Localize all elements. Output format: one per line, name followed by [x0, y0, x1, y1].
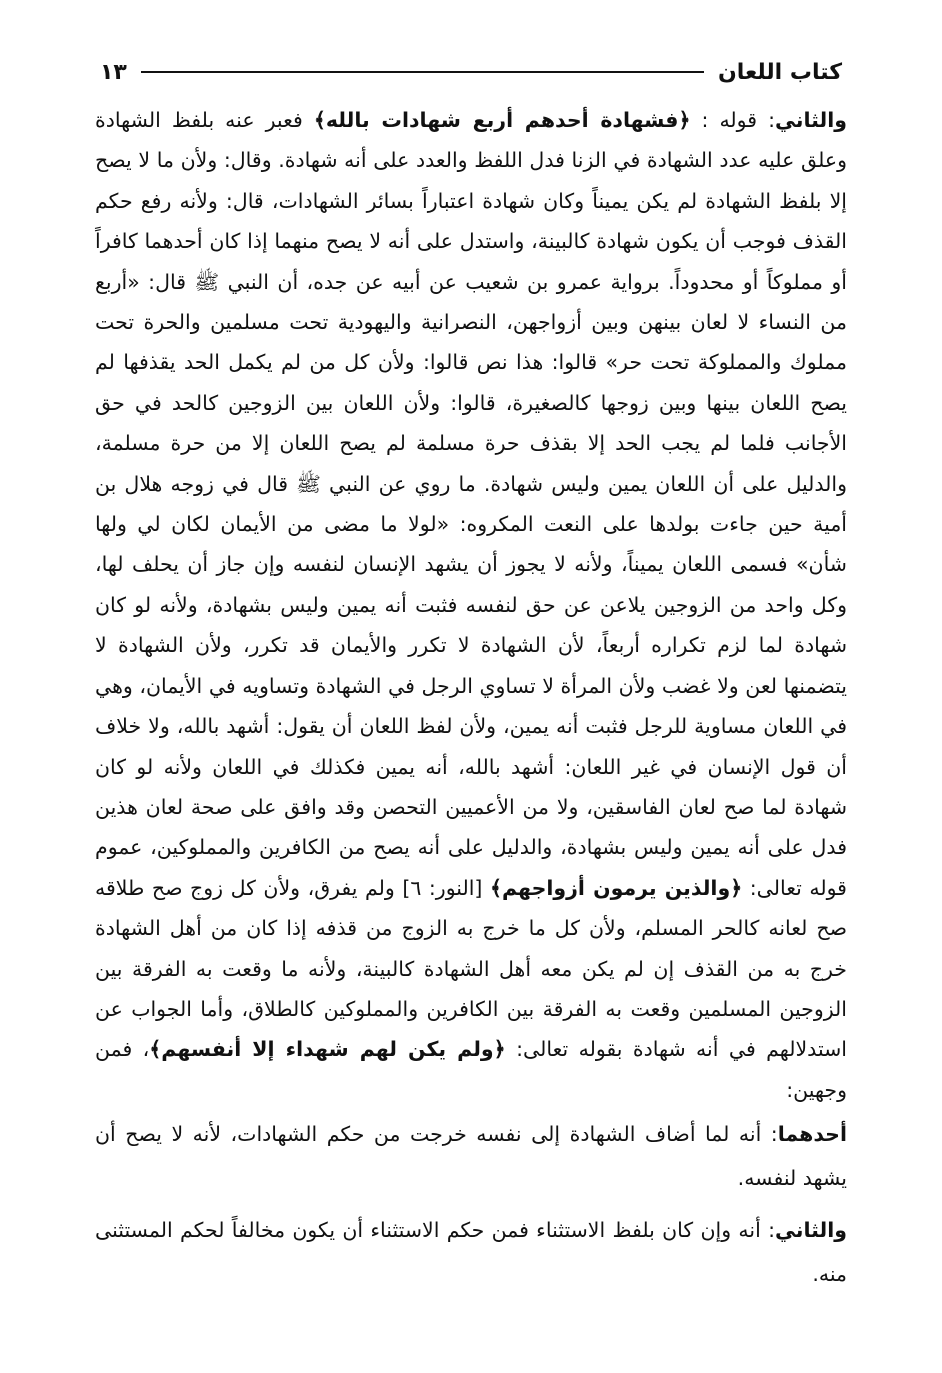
quran-quote: ﴿فشهادة أحدهم أربع شهادات بالله﴾ — [313, 108, 691, 132]
main-text — [95, 100, 847, 1110]
paragraph-text: ، فمن وجهين: — [95, 1037, 847, 1102]
paragraph-text: : أنه لما أضاف الشهادة إلى نفسه خرجت من حكم الشهادات، لأنه لا يصح أن يشهد لنفسه. — [95, 1122, 847, 1190]
paragraph-lead: والثاني — [775, 1218, 847, 1242]
quran-quote: ﴿ولم يكن لهم شهداء إلا أنفسهم﴾ — [149, 1037, 506, 1062]
header-rule — [141, 71, 704, 73]
paragraph-1 — [95, 100, 847, 1110]
answer-section — [95, 1112, 847, 1304]
paragraph-text: [النور: ٦] ولم يفرق، ولأن كل زوج صح طلاقه صح لعانه كالحر المسلم، ولأن كل ما خرج به الزوج من قذفه إذا كان من أهل الشهادة خرج به من القذف إن لم يكن معه أهل الشهادة كالبينة، ولأنه ما وقعت به الفرقة بين الزوجين المسلمين وقعت به الفرقة بين الكافرين والمملوكين كالطلاق، وأما الجواب عن استدلالهم في أنه شهادة بقوله تعالى: — [95, 875, 848, 1062]
paragraph-text: : أنه وإن كان بلفظ الاستثناء فمن حكم الاستثناء أن يكون مخالفاً لحكم المستثنى منه. — [95, 1218, 847, 1286]
quran-quote: ﴿والذين يرمون أزواجهم﴾ — [489, 875, 743, 900]
page-header — [100, 52, 842, 92]
page-number: ١٣ — [100, 59, 127, 85]
paragraph-text: فعبر عنه بلفظ الشهادة وعلق عليه عدد الشهادة في الزنا فدل اللفظ والعدد على أنه شهادة. وقال: ولأن ما لا يصح إلا بلفظ الشهادة لم يكن يميناً وكان شهادة اعتباراً بسائر الشهادات، قال: ولأنه رفع حكم القذف فوجب أن يكون شهادة كالبينة، واستدل على أنه لا يصح منهما إذا كان أحدهما كافراً أو مملوكاً أو محدوداً. برواية عمرو بن شعيب عن أبيه عن جده، أن النبي ﷺ قال: «أربع من النساء لا لعان بينهن وبين أزواجهن، النصرانية واليهودية تحت مسلمين والحرة تحت مملوك والمملوكة تحت حر» قالوا: هذا نص قالوا: ولأن كل من لم يكمل الحد يقذفها لم يصح اللعان بينها وبين زوجها كالصغيرة، قالوا: ولأن اللعان بين الزوجين كالحد في حق الأجانب فلما لم يجب الحد إلا بقذف حرة مسلمة لم يصح اللعان إلا من حرة مسلمة، والدليل على أن اللعان يمين وليس شهادة. ما روي عن النبي ﷺ قال في زوجه هلال بن أمية حين جاءت بولدها على النعت المكروه: «لولا ما مضى من الأيمان لكان لي ولها شأن» فسمى اللعان يميناً، ولأنه لا يجوز أن يشهد الإنسان لنفسه وإن جاز أن يحلف لها، وكل واحد من الزوجين يلاعن عن حق لنفسه فثبت أنه يمين وليس بشهادة، ولأنه لو كان شهادة لما لزم تكراره أربعاً، لأن الشهادة لا تكرر والأيمان قد تكرر، ولأن الشهادة لا يتضمنها لعن ولا غضب ولأن المرأة لا تساوي الرجل في الشهادة وتساويه في الأيمان، وهي في اللعان مساوية للرجل فثبت أنه يمين، ولأن لفظ اللعان أن يقول: أشهد بالله، ولا خلاف أن قول الإنسان في غير اللعان: أشهد بالله، أنه يمين فكذلك في اللعان ولأنه لو كان شهادة لما صح لعان الفاسقين، ولا من الأعميين التحصن وقد وافق على صحة لعان هذين فدل على أنه يمين وليس بشهادة، والدليل على أنه يصح من الكافرين والمملوكين، عموم قوله تعالى: — [95, 108, 847, 900]
paragraph-lead: والثاني — [775, 108, 847, 132]
paragraph-3 — [95, 1208, 847, 1296]
paragraph-lead: أحدهما — [777, 1122, 847, 1146]
paragraph-text: : قوله : — [690, 108, 776, 132]
book-title: كتاب اللعان — [717, 59, 842, 85]
paragraph-2 — [95, 1112, 847, 1200]
